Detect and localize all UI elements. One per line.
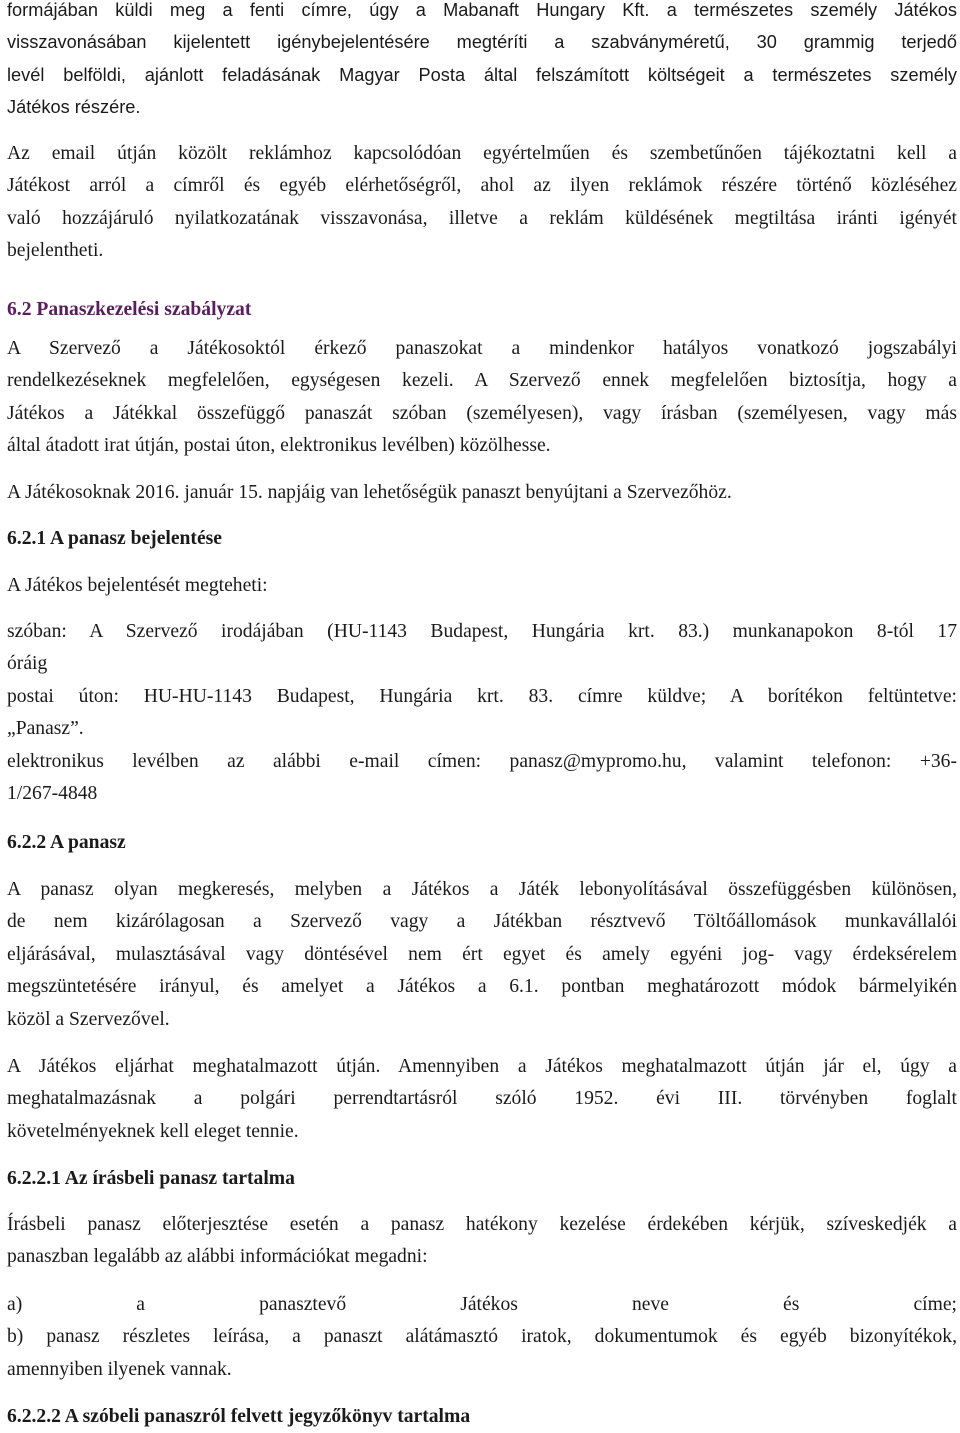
section-heading-6-2-2-1: 6.2.2.1 Az írásbeli panasz tartalma	[7, 1168, 295, 1189]
text-line: Játékos részére.	[7, 97, 141, 118]
section-heading-6-2-1: 6.2.1 A panasz bejelentése	[7, 528, 222, 549]
text-line: A panasz olyan megkeresés, melyben a Játékos a Játék lebonyolításával összefüggésben különösen,	[7, 879, 957, 900]
email-paragraph	[7, 138, 957, 268]
text-line: való hozzájáruló nyilatkozatának visszavonása, illetve a reklám küldésének megtiltása iránti igényét	[7, 207, 957, 229]
section-heading-6-2: 6.2 Panaszkezelési szabályzat	[7, 299, 252, 320]
text-line: eljárásával, mulasztásával vagy döntésével nem ért egyet és amely egyéni jog- vagy érdeksérelem	[7, 943, 957, 965]
text-line: bejelentheti.	[7, 240, 104, 262]
text-line: de nem kizárólagosan a Szervező vagy a Játékban résztvevő Töltőállomások munkavállalói	[7, 911, 957, 933]
text-line: levél belföldi, ajánlott feladásának Magyar Posta által felszámított költségeit a természetes személy	[7, 64, 957, 85]
text-line: által átadott irat útján, postai úton, elektronikus levélben) közölhesse.	[7, 435, 551, 457]
text-line: óráig	[7, 653, 48, 675]
deadline-text: A Játékosoknak 2016. január 15. napjáig van lehetőségük panaszt benyújtani a Szervezőhöz.	[7, 482, 732, 503]
text-line: közöl a Szervezővel.	[7, 1008, 170, 1030]
text-line: Játékost arról a címről és egyéb elérhetőségről, ahol az ilyen reklámok részére történő közléséhez	[7, 175, 957, 197]
section-6-2-1-intro: A Játékos bejelentését megteheti:	[7, 575, 268, 596]
text-line: amennyiben ilyenek vannak.	[7, 1358, 232, 1380]
text-line: postai úton: HU-HU-1143 Budapest, Hungária krt. 83. címre küldve; A borítékon feltüntetve:	[7, 685, 957, 707]
text-line: Játékos a Játékkal összefüggő panaszát szóban (személyesen), vagy írásban (személyesen, vagy más	[7, 402, 957, 424]
text-line: meghatalmazásnak a polgári perrendtartásról szóló 1952. évi III. törvényben foglalt	[7, 1088, 957, 1110]
section-6-2-paragraph	[7, 333, 957, 463]
text-line: elektronikus levélben az alábbi e-mail címen: panasz@mypromo.hu, valamint telefonon: +36-	[7, 750, 957, 772]
text-line: szóban: A Szervező irodájában (HU-1143 Budapest, Hungária krt. 83.) munkanapokon 8-tól 17	[7, 621, 957, 642]
section-6-2-2-1-intro	[7, 1209, 957, 1274]
text-line: A Szervező a Játékosoktól érkező panaszokat a mindenkor hatályos vonatkozó jogszabályi	[7, 338, 957, 359]
section-6-2-2-paragraph-2	[7, 1051, 957, 1148]
text-line: 1/267-4848	[7, 783, 98, 805]
text-line: formájában küldi meg a fenti címre, úgy a Mabanaft Hungary Kft. a természetes személy Játékos	[7, 0, 957, 20]
text-line: Írásbeli panasz előterjesztése esetén a panasz hatékony kezelése érdekében kérjük, szíveskedjék a	[7, 1214, 957, 1235]
text-line: panaszban legalább az alábbi információkat megadni:	[7, 1246, 428, 1268]
list-item: b) panasz részletes leírása, a panaszt alátámasztó iratok, dokumentumok és egyéb bizonyítékok,	[7, 1326, 957, 1348]
text-line: megszüntetésére irányul, és amelyet a Játékos a 6.1. pontban meghatározott módok bármelyikén	[7, 976, 957, 998]
list-item: a) a panasztevő Játékos neve és címe;	[7, 1294, 957, 1315]
intro-paragraph	[7, 0, 957, 124]
section-heading-6-2-2: 6.2.2 A panasz	[7, 832, 126, 853]
text-line: A Játékos eljárhat meghatalmazott útján. Amennyiben a Játékos meghatalmazott útján jár el, úgy a	[7, 1056, 957, 1077]
complaint-channels	[7, 616, 957, 810]
section-heading-6-2-2-2: 6.2.2.2 A szóbeli panaszról felvett jegyzőkönyv tartalma	[7, 1406, 471, 1427]
section-6-2-2-paragraph-1	[7, 874, 957, 1036]
text-line: rendelkezéseknek megfelelően, egységesen kezeli. A Szervező ennek megfelelően biztosítja, hogy a	[7, 370, 957, 392]
required-info-list	[7, 1289, 957, 1386]
text-line: visszavonásában kijelentett igénybejelentésére megtéríti a szabványméretű, 30 grammig terjedő	[7, 32, 957, 53]
text-line: Az email útján közölt reklámhoz kapcsolódóan egyértelműen és szembetűnően tájékoztatni kell a	[7, 143, 957, 164]
text-line: követelményeknek kell eleget tennie.	[7, 1120, 299, 1142]
text-line: „Panasz”.	[7, 718, 84, 740]
